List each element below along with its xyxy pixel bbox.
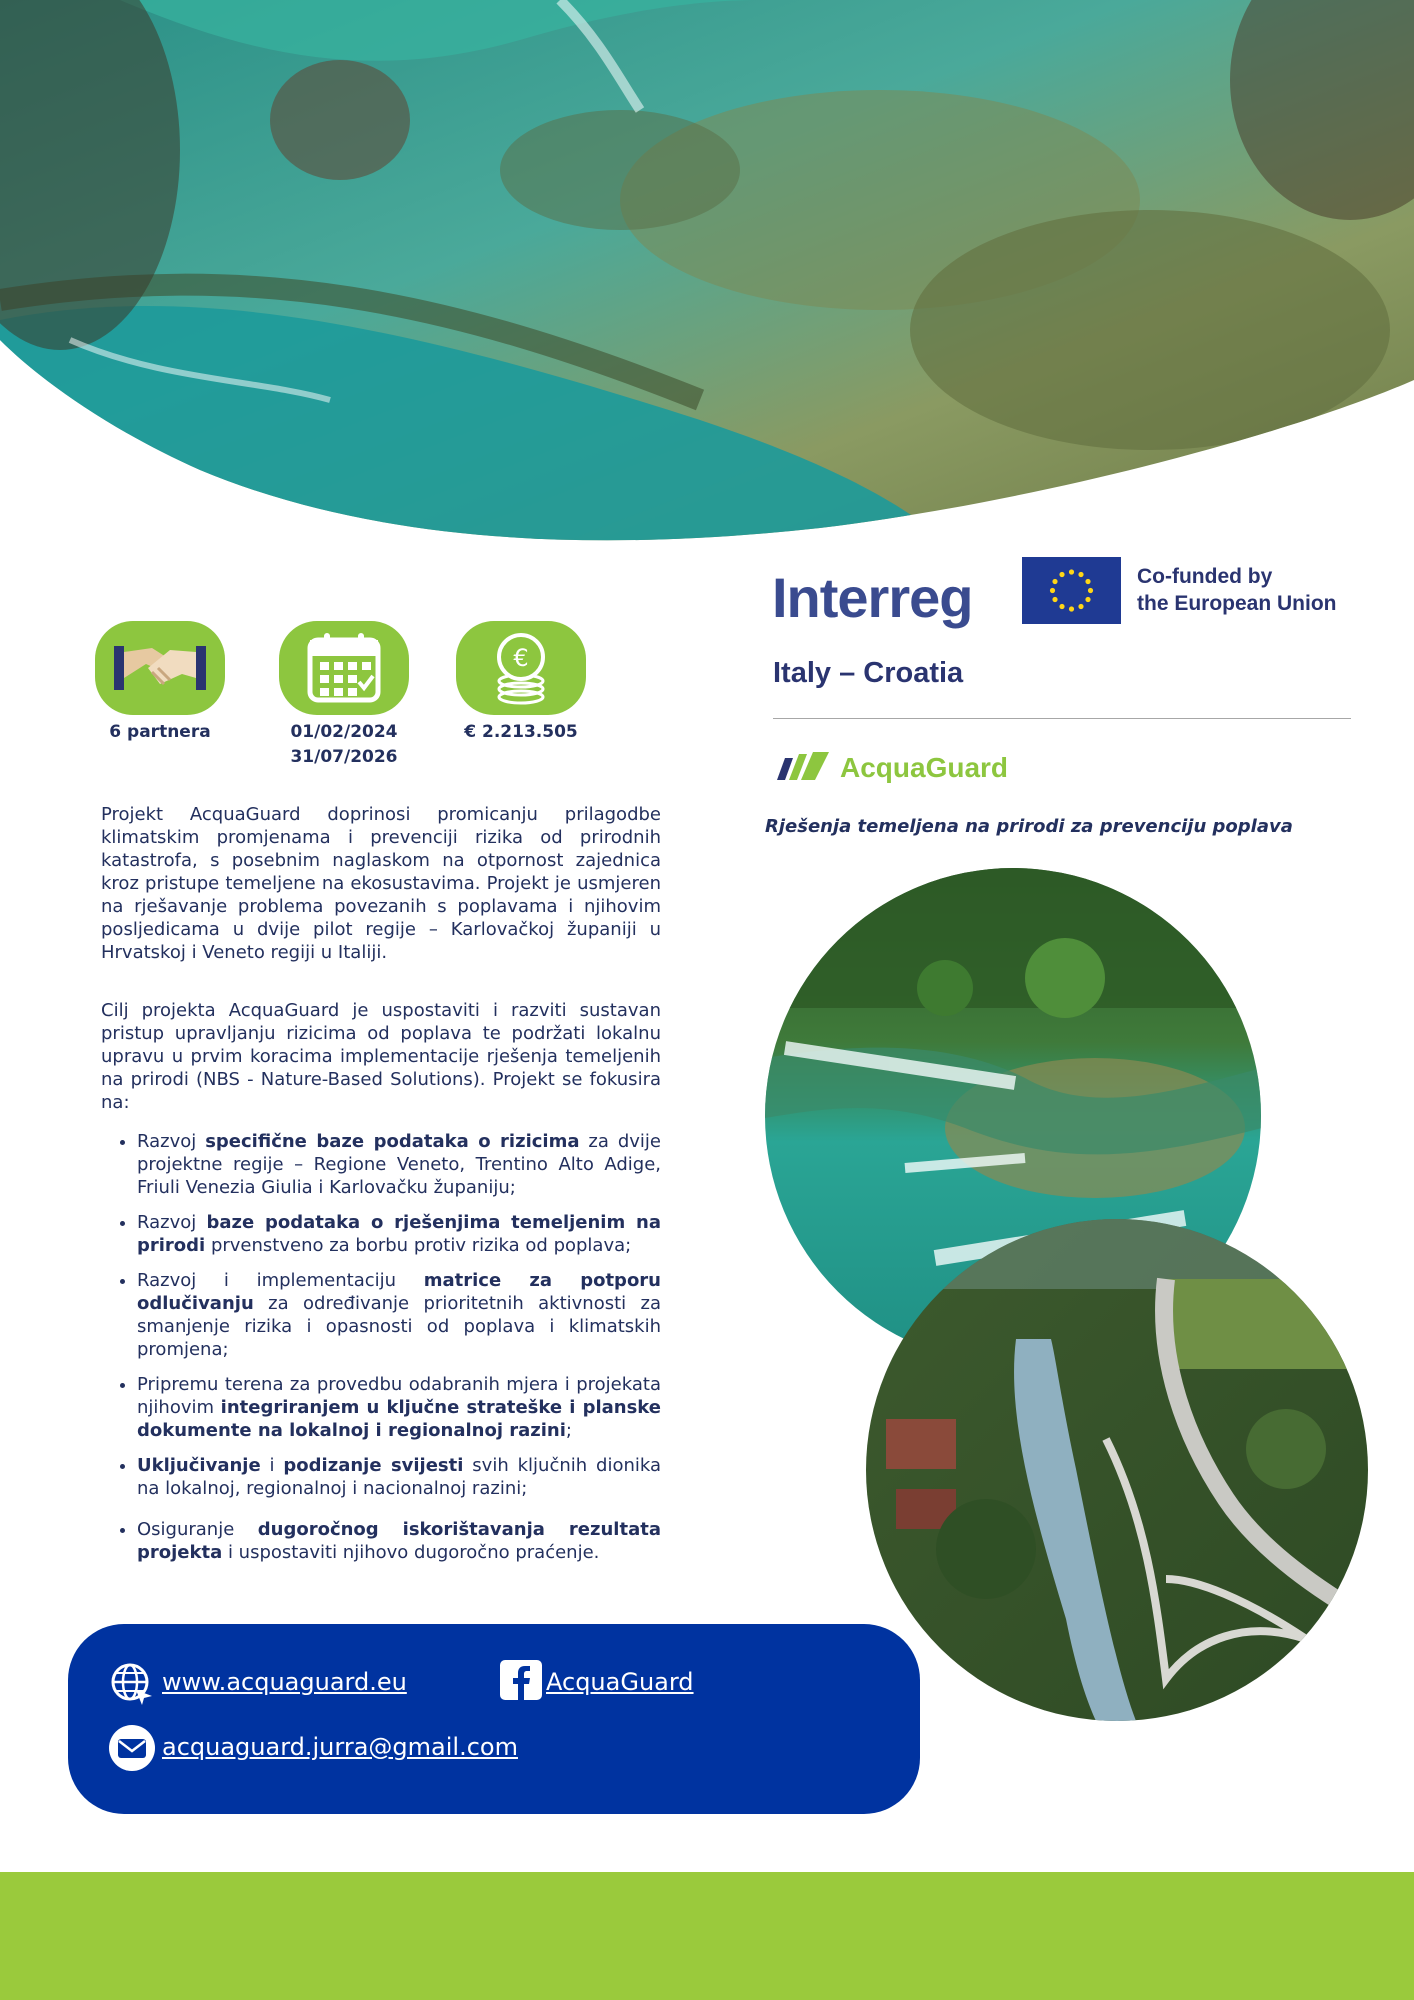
goal-text: Cilj projekta AcquaGuard je uspostaviti i razviti sustavan pristup upravljanju rizicima od poplava te podržati lokalnu upravu u prvim koracima implementacije rješenja temeljenih na prirodi (NBS - Nature-Based Solutions). Projekt se fokusira na: [101,1000,661,1113]
stat-dates-label: 01/02/2024 31/07/2026 [290,722,398,767]
acquaguard-logo-icon [775,750,831,786]
divider [773,718,1351,719]
globe-icon [110,1662,154,1710]
facebook-link[interactable]: AcquaGuard [546,1668,694,1696]
list-item: • Razvoj baze podataka o rješenjima temeljenim na prirodi prvenstveno za borbu protiv rizika od poplava; [137,1211,661,1257]
email-link[interactable]: acquaguard.jurra@gmail.com [162,1733,518,1761]
euro-coins-icon [456,621,586,715]
intro-text: Projekt AcquaGuard doprinosi promicanju prilagodbe klimatskim promjenama i prevenciji rizika od prirodnih katastrofa, s posebnim naglaskom na otpornost zajednica kroz pristupe temeljene na ekosustavima. Projekt je usmjeren na rješavanje problema povezanih s poplavama i njihovim posljedicama u dvije pilot regije – Karlovačkoj županiji u Hrvatskoj i Veneto regiji u Italiji. [101,804,661,963]
svg-text:€: € [513,644,529,672]
cofunded-text: Co-funded by the European Union [1137,565,1337,615]
facebook-icon [500,1660,542,1700]
goal-section [101,999,661,1576]
list-item: • Razvoj specifične baze podataka o rizicima za dvije projektne regije – Regione Veneto, Trentino Alto Adige, Friuli Venezia Giulia i Karlovačku županiju; [137,1130,661,1199]
mail-icon [109,1725,155,1771]
tagline: Rješenja temeljena na prirodi za prevenciju poplava [765,816,1293,837]
footer-band [0,1872,1414,2000]
region-title: Italy – Croatia [773,657,964,689]
stat-partners-label: 6 partnera [109,722,211,742]
list-item: • Pripremu terena za provedbu odabranih mjera i projekata njihovim integriranjem u ključne strateške i planske dokumente na lokalnoj i regionalnoj razini; [137,1373,661,1442]
eu-flag-icon [1022,557,1121,624]
stat-budget [456,621,586,745]
interreg-logo: Interreg [772,566,973,629]
focus-list [101,1130,661,1564]
list-item: • Razvoj i implementaciju matrice za potporu odlučivanju za određivanje prioritetnih aktivnosti za smanjenje rizika i opasnosti od poplava i klimatskih promjena; [137,1269,661,1361]
stat-partners [95,621,225,745]
list-item: • Uključivanje i podizanje svijesti svih ključnih dionika na lokalnoj, regionalnoj i nacionalnoj razini; [137,1454,661,1500]
calendar-icon [279,621,409,715]
project-name: AcquaGuard [840,752,1009,783]
stat-dates [279,621,409,770]
intro-paragraph [101,803,661,964]
website-link[interactable]: www.acquaguard.eu [162,1668,407,1696]
handshake-icon [95,621,225,715]
stat-budget-label: € 2.213.505 [464,722,578,742]
hero-river-photo [0,0,1414,545]
list-item: • Osiguranje dugoročnog iskorištavanja rezultata projekta i uspostaviti njihovo dugoročno praćenje. [137,1518,661,1564]
contact-card [68,1624,920,1814]
valley-photo [866,1219,1368,1725]
